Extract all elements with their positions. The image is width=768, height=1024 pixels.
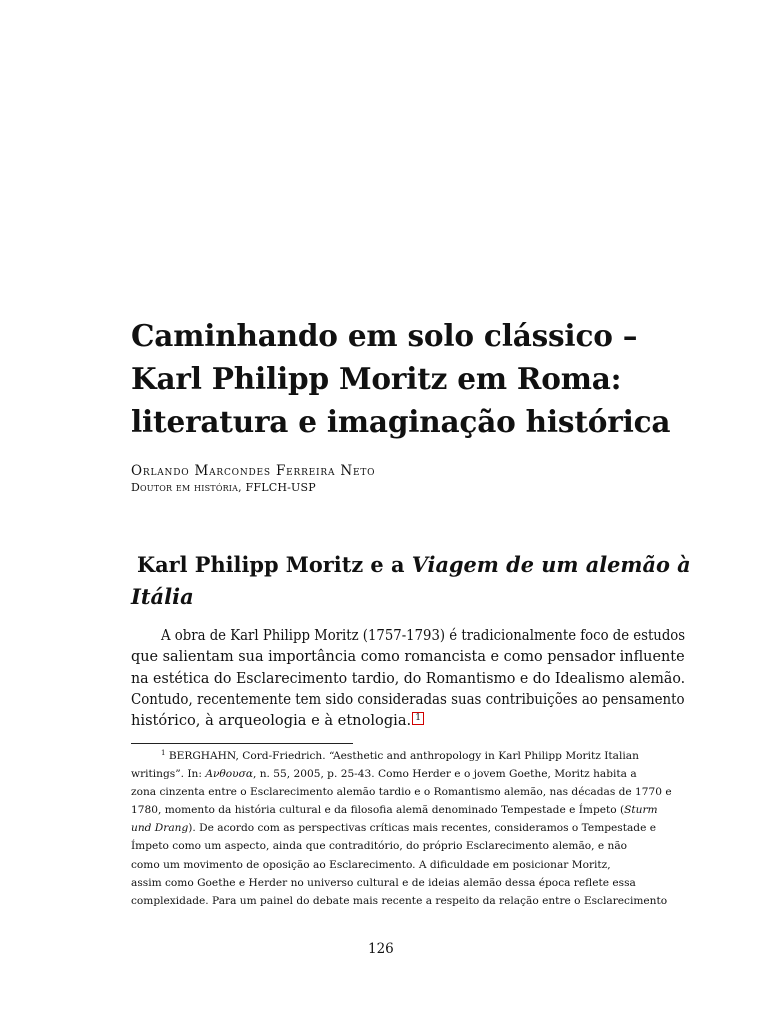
footnote-line-6: Ímpeto como um aspecto, ainda que contraditório, do próprio Esclarecimento alemão, e não — [131, 840, 628, 853]
footnote-line-7: como um movimento de oposição ao Esclarecimento. A dificuldade em posicionar Moritz, — [131, 858, 611, 871]
footnote-line-1 — [131, 747, 685, 765]
footnote-line-5 — [131, 819, 685, 837]
footnote-line-5b: ). De acordo com as perspectivas críticas mais recentes, consideramos o Tempestade e — [188, 822, 656, 835]
body-line-4: Contudo, recentemente tem sido consideradas suas contribuições ao pensamento — [131, 690, 685, 708]
author-affiliation: Doutor em história, FFLCH-USP — [131, 481, 316, 494]
footnote-line-2b: , n. 55, 2005, p. 25-43. Como Herder e o jovem Goethe, Moritz habita a — [252, 768, 637, 781]
footnote-reference-link[interactable]: 1 — [412, 712, 424, 725]
footnote-line-2a: writings”. In: — [131, 768, 206, 781]
section-heading-prefix: Karl Philipp Moritz e a — [137, 552, 412, 577]
footnote-line-1-text: BERGHAHN, Cord-Friedrich. “Aesthetic and anthropology in Karl Philipp Moritz Italian — [165, 750, 639, 762]
section-heading-italic-2: Itália — [131, 584, 194, 609]
section-heading-italic-1: Viagem de um alemão à — [411, 552, 691, 577]
title-line-3: literatura e imaginação histórica — [131, 404, 671, 439]
body-line-5 — [131, 710, 685, 731]
footnote-number: 1 — [161, 749, 166, 757]
body-line-5-text: histórico, à arqueologia e à etnologia. — [131, 712, 412, 730]
footnote-separator — [131, 743, 353, 744]
footnote-line-9: complexidade. Para um painel do debate mais recente a respeito da relação entre o Esclarecimento — [131, 894, 668, 907]
footnote-line-2 — [131, 765, 685, 783]
body-paragraph — [131, 625, 685, 731]
footnote — [131, 747, 685, 910]
footnote-line-4 — [131, 801, 685, 819]
body-line-3: na estética do Esclarecimento tardio, do Romantismo e do Idealismo alemão. — [131, 669, 686, 687]
section-heading-line-1 — [131, 549, 691, 581]
section-heading — [131, 549, 691, 613]
author-name: Orlando Marcondes Ferreira Neto — [131, 463, 376, 479]
journal-title: Ανθουσα — [205, 768, 253, 781]
footnote-line-3: zona cinzenta entre o Esclarecimento alemão tardio e o Romantismo alemão, nas décadas de 1770 e — [131, 786, 672, 799]
footnote-line-8: assim como Goethe e Herder no universo cultural e de ideias alemão dessa época reflete essa — [131, 876, 636, 889]
page-number: 126 — [368, 941, 394, 957]
body-line-1: A obra de Karl Philipp Moritz (1757-1793) é tradicionalmente foco de estudos — [161, 627, 686, 644]
body-line-2: que salientam sua importância como romancista e como pensador influente — [131, 648, 685, 666]
article-title — [131, 314, 711, 443]
footnote-line-4a: 1780, momento da história cultural e da filosofia alemã denominado Tempestade e Ímpeto ( — [131, 804, 625, 817]
title-line-1: Caminhando em solo clássico – — [131, 318, 638, 353]
footnote-line-5-italic: und Drang — [131, 822, 189, 835]
section-heading-line-2 — [131, 581, 691, 613]
title-line-2: Karl Philipp Moritz em Roma: — [131, 361, 622, 396]
footnote-line-4-italic: Sturm — [624, 804, 658, 817]
